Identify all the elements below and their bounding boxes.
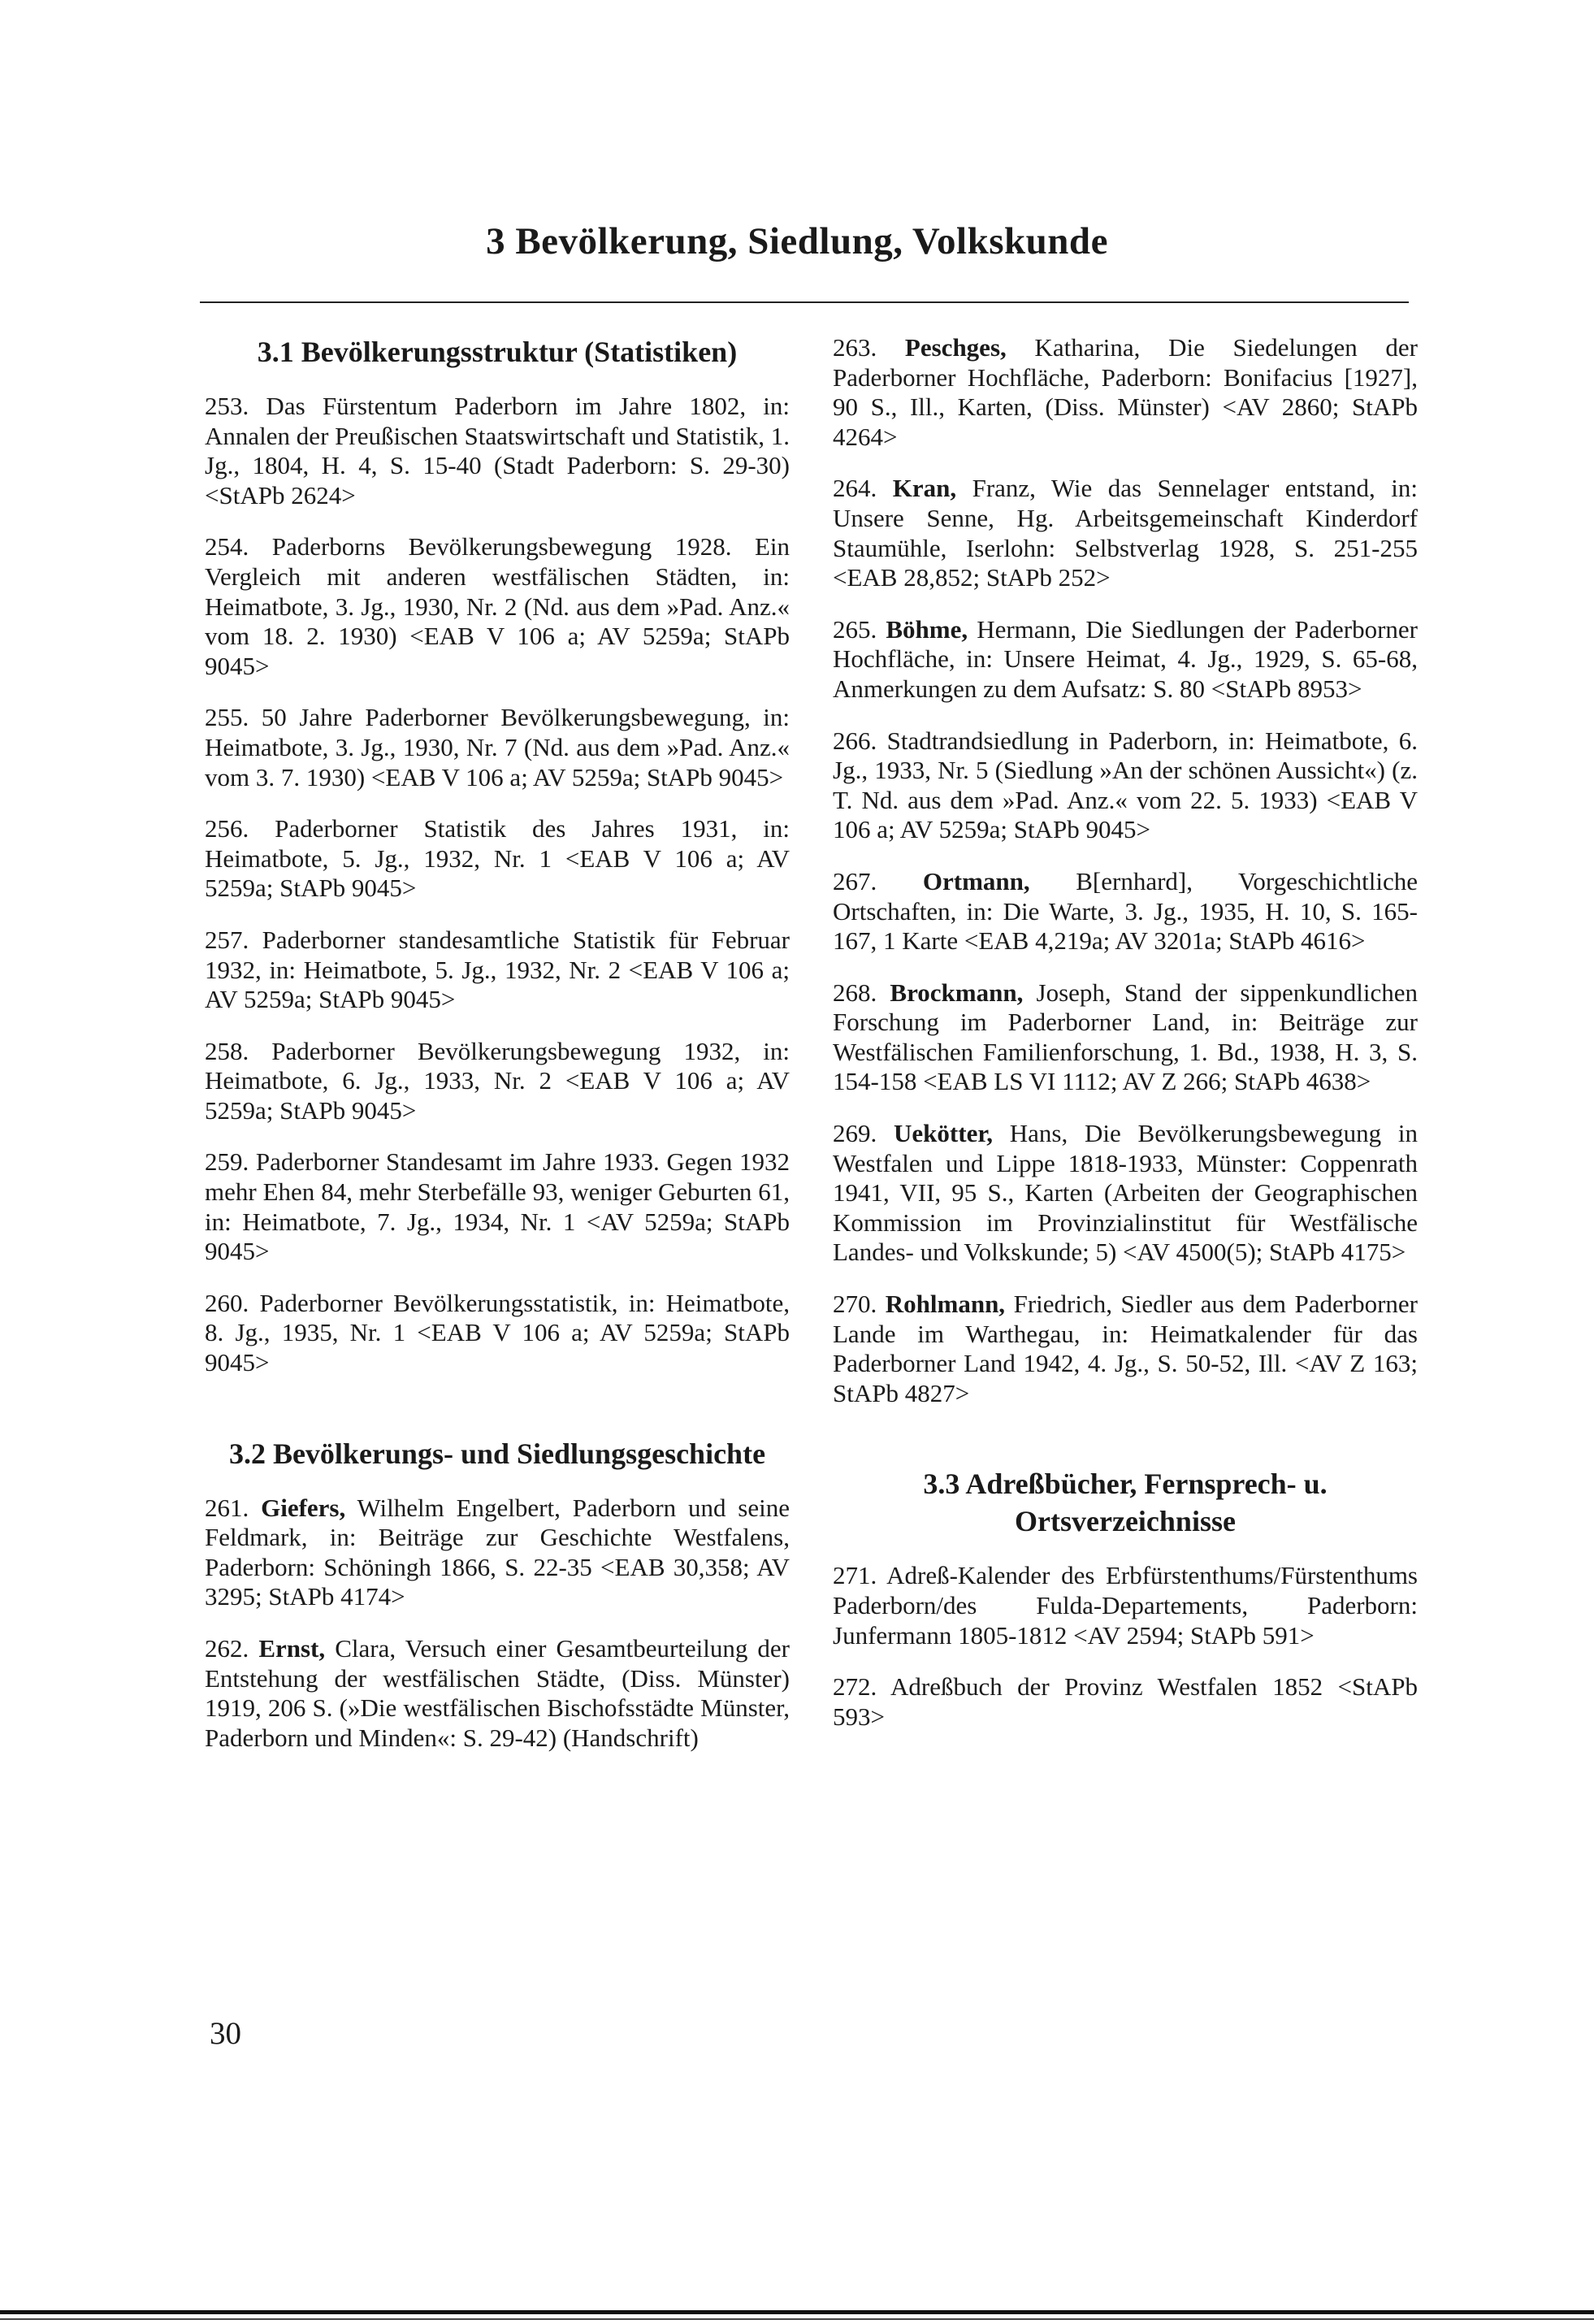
page-title: 3 Bevölkerung, Siedlung, Volkskunde — [486, 220, 1108, 262]
entry-author: Kran, — [892, 474, 957, 503]
entry-author: Giefers, — [261, 1493, 346, 1522]
bibliography-entry: 271. Adreß-Kalender des Erbfürstenthums/Fürstenthums Paderborn/des Fulda-Departements, Paderborn: Junfermann 1805-1812 <AV 2594; StAPb 591> — [833, 1561, 1418, 1650]
entry-author: Ernst, — [258, 1634, 326, 1663]
title-rule — [200, 301, 1409, 303]
bibliography-entry: 264. Kran, Franz, Wie das Sennelager entstand, in: Unsere Senne, Hg. Arbeitsgemeinschaft Kinderdorf Staumühle, Iserlohn: Selbstverlag 1928, S. 251-255 <EAB 28,852; StAPb 252> — [833, 474, 1418, 592]
section-heading-3-1: 3.1 Bevölkerungsstruktur (Statistiken) — [257, 336, 738, 368]
bibliography-entry: 255. 50 Jahre Paderborner Bevölkerungsbewegung, in: Heimatbote, 3. Jg., 1930, Nr. 7 (Nd. aus dem »Pad. Anz.« vom 3. 7. 1930) <EAB V 106 a; AV 5259a; StAPb 9045> — [205, 703, 790, 791]
entry-author: Brockmann, — [890, 978, 1024, 1007]
entry-author: Rohlmann, — [885, 1290, 1006, 1319]
entry-author: Ortmann, — [922, 866, 1030, 895]
entry-author: Böhme, — [886, 614, 968, 644]
left-column — [205, 333, 790, 1775]
entry-author: Uekötter, — [894, 1119, 993, 1148]
bibliography-entry: 269. Uekötter, Hans, Die Bevölkerungsbewegung in Westfalen und Lippe 1818-1933, Münster: Coppenrath 1941, VII, 95 S., Karten (Arbeiten der Geographischen Kommission im Provinzialinstitut für Westfälische Landes- und Volkskunde; 5) <AV 4500(5); StAPb 4175> — [833, 1119, 1419, 1267]
bibliography-entry: 270. Rohlmann, Friedrich, Siedler aus dem Paderborner Lande im Warthegau, in: Heimatkalender für das Paderborner Land 1942, 4. Jg., S. 50-52, Ill. <AV Z 163; StAPb 4827> — [833, 1290, 1419, 1407]
bibliography-entry: 260. Paderborner Bevölkerungsstatistik, in: Heimatbote, 8. Jg., 1935, Nr. 1 <EAB V 106 a; AV 5259a; StAPb 9045> — [205, 1288, 790, 1377]
bibliography-entry: 272. Adreßbuch der Provinz Westfalen 1852 <StAPb 593> — [833, 1672, 1418, 1731]
section-heading-3-3: 3.3 Adreßbücher, Fernsprech- u. Ortsverzeichnisse — [923, 1468, 1328, 1538]
footer-rule — [0, 2310, 1594, 2314]
page-number: 30 — [210, 2016, 241, 2051]
bibliography-entry: 259. Paderborner Standesamt im Jahre 1933. Gegen 1932 mehr Ehen 84, mehr Sterbefälle 93, weniger Geburten 61, in: Heimatbote, 7. Jg., 1934, Nr. 1 <AV 5259a; StAPb 9045> — [205, 1147, 790, 1266]
right-column — [833, 333, 1418, 1754]
bibliography-entry: 268. Brockmann, Joseph, Stand der sippenkundlichen Forschung im Paderborner Land, in: Beiträge zur Westfälischen Familienforschung, 1. Bd., 1938, H. 3, S. 154-158 <EAB LS VI 1112; AV Z 266; StAPb 4638> — [833, 978, 1419, 1096]
footer-rule-thin — [0, 2318, 1594, 2320]
bibliography-entry: 253. Das Fürstentum Paderborn im Jahre 1802, in: Annalen der Preußischen Staatswirtschaft und Statistik, 1. Jg., 1804, H. 4, S. 15-40 (Stadt Paderborn: S. 29-30) <StAPb 2624> — [205, 392, 790, 509]
bibliography-entry: 265. Böhme, Hermann, Die Siedlungen der Paderborner Hochfläche, in: Unsere Heimat, 4. Jg., 1929, S. 65-68, Anmerkungen zu dem Aufsatz: S. 80 <StAPb 8953> — [833, 614, 1418, 703]
bibliography-entry: 262. Ernst, Clara, Versuch einer Gesamtbeurteilung der Entstehung der westfälischen Städte, (Diss. Münster) 1919, 206 S. (»Die westfälischen Bischofsstädte Münster, Paderborn und Minden«: S. 29-42) (Handschrift) — [205, 1634, 791, 1752]
section-heading-3-2: 3.2 Bevölkerungs- und Siedlungsgeschichte — [228, 1437, 766, 1470]
bibliography-entry: 254. Paderborns Bevölkerungsbewegung 1928. Ein Vergleich mit anderen westfälischen Städten, in: Heimatbote, 3. Jg., 1930, Nr. 2 (Nd. aus dem »Pad. Anz.« vom 18. 2. 1930) <EAB V 106 a; AV 5259a; StAPb 9045> — [205, 532, 790, 680]
bibliography-entry: 261. Giefers, Wilhelm Engelbert, Paderborn und seine Feldmark, in: Beiträge zur Geschichte Westfalens, Paderborn: Schöningh 1866, S. 22-35 <EAB 30,358; AV 3295; StAPb 4174> — [205, 1493, 791, 1611]
bibliography-entry: 256. Paderborner Statistik des Jahres 1931, in: Heimatbote, 5. Jg., 1932, Nr. 1 <EAB V 106 a; AV 5259a; StAPb 9045> — [205, 814, 790, 903]
bibliography-entry: 257. Paderborner standesamtliche Statistik für Februar 1932, in: Heimatbote, 5. Jg., 1932, Nr. 2 <EAB V 106 a; AV 5259a; StAPb 9045> — [205, 925, 790, 1014]
bibliography-entry: 266. Stadtrandsiedlung in Paderborn, in: Heimatbote, 6. Jg., 1933, Nr. 5 (Siedlung »An der schönen Aussicht«) (z. T. Nd. aus dem »Pad. Anz.« vom 22. 5. 1933) <EAB V 106 a; AV 5259a; StAPb 9045> — [833, 726, 1418, 844]
bibliography-entry: 258. Paderborner Bevölkerungsbewegung 1932, in: Heimatbote, 6. Jg., 1933, Nr. 2 <EAB V 106 a; AV 5259a; StAPb 9045> — [205, 1036, 790, 1125]
entry-author: Peschges, — [904, 333, 1007, 362]
bibliography-entry: 263. Peschges, Katharina, Die Siedelungen der Paderborner Hochfläche, Paderborn: Bonifacius [1927], 90 S., Ill., Karten, (Diss. Münster) <AV 2860; StAPb 4264> — [833, 333, 1418, 451]
bibliography-entry: 267. Ortmann, B[ernhard], Vorgeschichtliche Ortschaften, in: Die Warte, 3. Jg., 1935, H. 10, S. 165-167, 1 Karte <EAB 4,219a; AV 3201a; StAPb 4616> — [833, 866, 1418, 956]
